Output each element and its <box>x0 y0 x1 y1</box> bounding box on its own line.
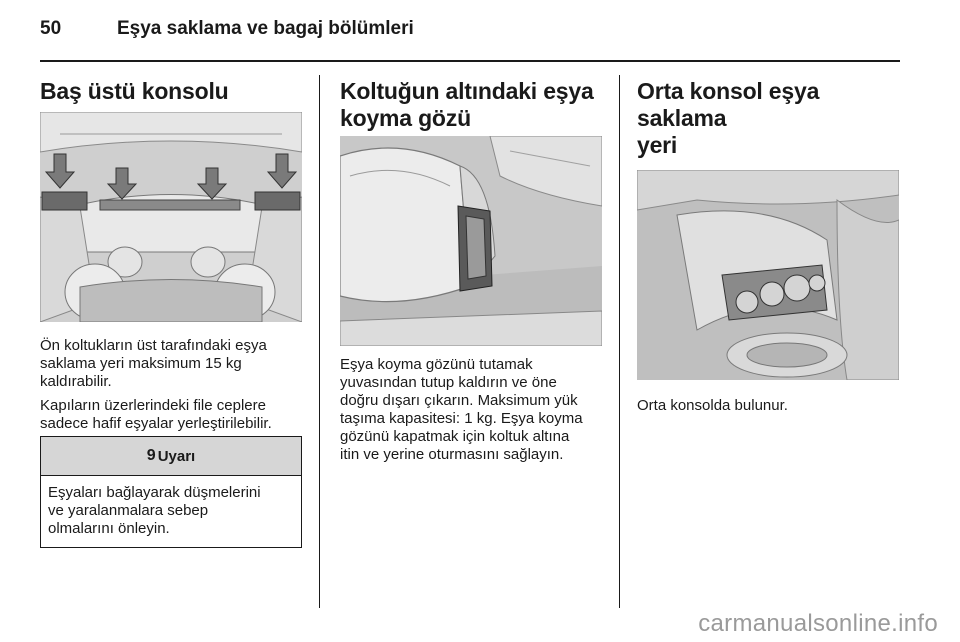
underseat-drawer-illustration <box>340 136 602 346</box>
text-line: olmalarını önleyin. <box>48 520 170 537</box>
coin-holder-illustration <box>637 170 899 380</box>
warning-box <box>40 436 302 548</box>
text-line: doğru dışarı çıkarın. Maksimum yük <box>340 392 578 409</box>
column-divider-1 <box>319 75 320 608</box>
warning-body <box>41 476 301 538</box>
text-line: kaldırabilir. <box>40 373 112 390</box>
section-heading-line2: yeri <box>637 132 678 158</box>
underseat-storage-text <box>340 356 610 464</box>
text-line: ve yaralanmalara sebep <box>48 502 209 519</box>
warning-triangle-icon: 9 <box>146 447 156 464</box>
overhead-console-illustration <box>40 112 302 322</box>
column-divider-2 <box>619 75 620 608</box>
page-header <box>40 18 900 58</box>
text-line: Ön koltukların üst tarafındaki eşya <box>40 337 267 354</box>
text-line: yuvasından tutup kaldırın ve öne <box>340 374 557 391</box>
section-heading-line2: koyma gözü <box>340 105 471 131</box>
warning-title: Uyarı <box>157 447 196 465</box>
watermark: carmanualsonline.info <box>698 610 938 637</box>
overhead-console-text <box>40 337 310 433</box>
section-heading-line1: Koltuğun altındaki eşya <box>340 78 594 104</box>
text-line: Eşya koyma gözünü tutamak <box>340 356 533 373</box>
text-line: itin ve yerine oturmasını sağlayın. <box>340 446 564 463</box>
center-console-text <box>637 397 907 415</box>
section-heading-line1: Orta konsol eşya saklama <box>637 78 820 131</box>
text-line: saklama yeri maksimum 15 kg <box>40 355 242 372</box>
text-line: sadece hafif eşyalar yerleştirilebilir. <box>40 415 272 432</box>
chapter-title: Eşya saklama ve bagaj bölümleri <box>117 18 414 39</box>
text-line: Eşyaları bağlayarak düşmelerini <box>48 484 261 501</box>
caption: Orta konsolda bulunur. <box>637 397 788 414</box>
section-heading: Baş üstü konsolu <box>40 78 229 104</box>
text-line: taşıma kapasitesi: 1 kg. Eşya koyma <box>340 410 583 427</box>
page-number: 50 <box>40 18 62 39</box>
text-line: gözünü kapatmak için koltuk altına <box>340 428 570 445</box>
column-overhead-console <box>40 78 310 105</box>
column-underseat-storage <box>340 78 610 132</box>
warning-header <box>41 437 301 476</box>
header-rule <box>40 60 900 62</box>
text-line: Kapıların üzerlerindeki file ceplere <box>40 397 266 414</box>
